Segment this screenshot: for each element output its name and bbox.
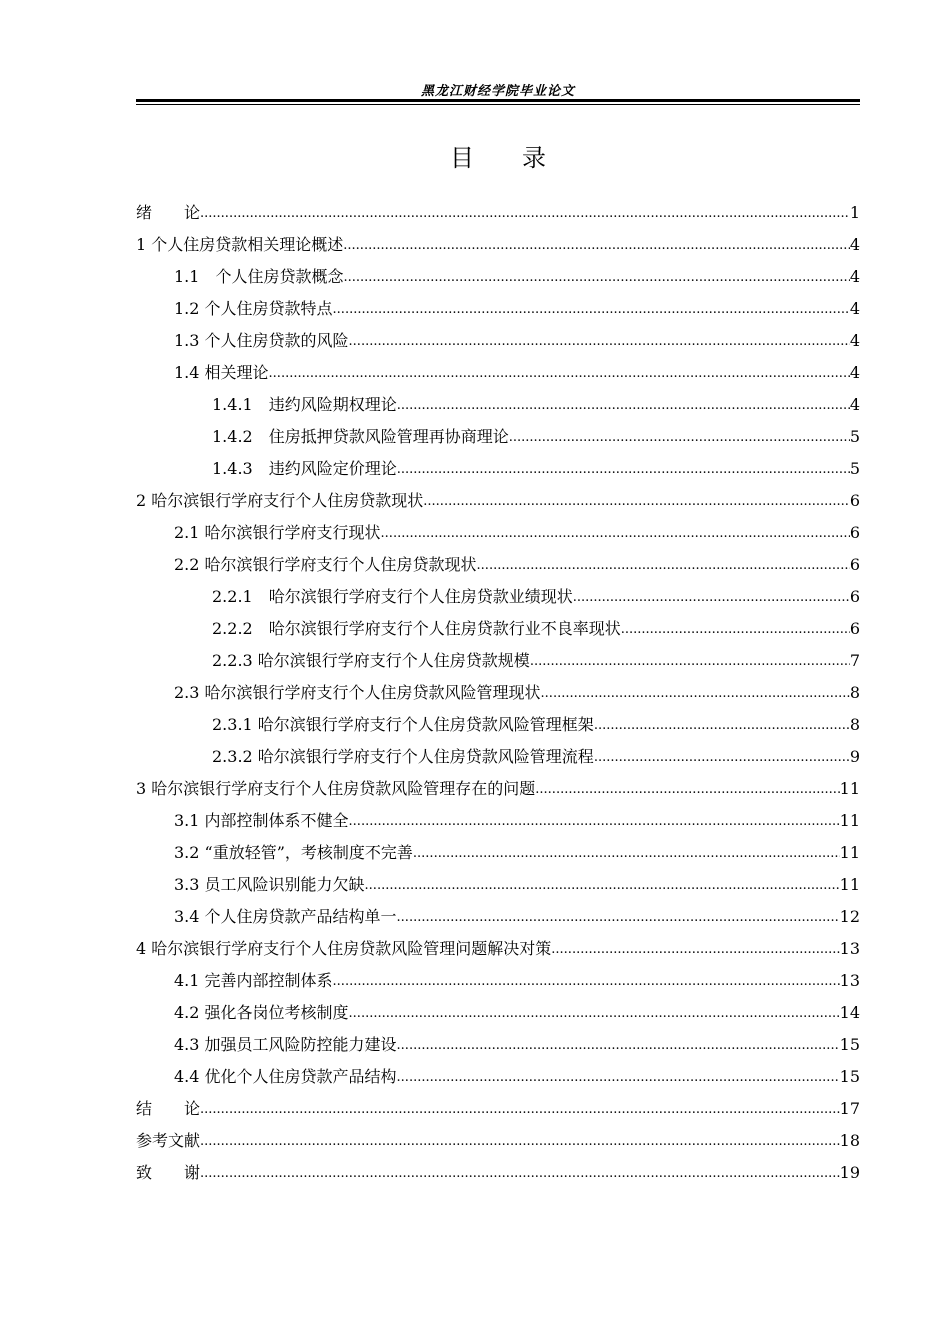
toc-entry[interactable]	[136, 479, 860, 511]
toc-entry[interactable]	[136, 255, 860, 287]
toc-dot-leader	[397, 397, 850, 415]
toc-dot-leader	[397, 461, 850, 479]
header-rule-thin	[136, 104, 860, 105]
toc-dot-leader	[594, 717, 850, 735]
toc-entry[interactable]	[136, 671, 860, 703]
toc-entry[interactable]	[136, 927, 860, 959]
toc-entry-page: 6	[849, 587, 860, 606]
toc-entry-page: 8	[849, 715, 860, 734]
toc-entry[interactable]	[136, 511, 860, 543]
toc-dot-leader	[365, 877, 840, 895]
toc-entry-page: 4	[849, 235, 860, 254]
toc-entry-page: 14	[839, 1003, 860, 1022]
toc-entry-page: 15	[839, 1035, 860, 1054]
toc-entry[interactable]	[136, 767, 860, 799]
toc-entry-text: 2.3 哈尔滨银行学府支行个人住房贷款风险管理现状	[174, 683, 541, 702]
toc-entry-text: 2.3.1 哈尔滨银行学府支行个人住房贷款风险管理框架	[212, 715, 594, 734]
toc-dot-leader	[551, 941, 839, 959]
toc-dot-leader	[477, 557, 850, 575]
toc-dot-leader	[349, 333, 850, 351]
toc-entry-text: 1.4.1 违约风险期权理论	[212, 395, 397, 414]
toc-entry[interactable]	[136, 831, 860, 863]
toc-entry-page: 19	[839, 1163, 860, 1182]
toc-entry-text: 参考文献	[136, 1131, 201, 1150]
toc-dot-leader	[269, 365, 850, 383]
toc-entry-page: 8	[849, 683, 860, 702]
toc-entry[interactable]	[136, 223, 860, 255]
toc-entry-text: 2.3.2 哈尔滨银行学府支行个人住房贷款风险管理流程	[212, 747, 594, 766]
toc-entry-text: 3 哈尔滨银行学府支行个人住房贷款风险管理存在的问题	[136, 779, 536, 798]
toc-entry[interactable]	[136, 1055, 860, 1087]
toc-entry-page: 6	[849, 491, 860, 510]
toc-entry-page: 4	[849, 267, 860, 286]
toc-entry[interactable]	[136, 1023, 860, 1055]
toc-dot-leader	[423, 493, 850, 511]
toc-entry-text: 1.1 个人住房贷款概念	[174, 267, 344, 286]
toc-entry-page: 4	[849, 331, 860, 350]
toc-entry[interactable]	[136, 607, 860, 639]
toc-dot-leader	[200, 1165, 840, 1183]
toc-entry-page: 5	[849, 427, 860, 446]
toc-title-part2: 录	[522, 144, 546, 172]
toc-entry-page: 13	[839, 939, 860, 958]
toc-entry-text: 2 哈尔滨银行学府支行个人住房贷款现状	[136, 491, 424, 510]
toc-dot-leader	[530, 653, 850, 671]
toc-entry[interactable]	[136, 287, 860, 319]
toc-entry[interactable]	[136, 799, 860, 831]
toc-dot-leader	[200, 1133, 840, 1151]
toc-entry[interactable]	[136, 991, 860, 1023]
toc-entry-text: 2.2 哈尔滨银行学府支行个人住房贷款现状	[174, 555, 477, 574]
toc-entry-text: 1 个人住房贷款相关理论概述	[136, 235, 344, 254]
toc-dot-leader	[349, 813, 840, 831]
toc-entry-page: 5	[849, 459, 860, 478]
toc-entry-text: 3.4 个人住房贷款产品结构单一	[174, 907, 397, 926]
toc-entry-page: 11	[839, 779, 860, 798]
toc-entry-text: 4.2 强化各岗位考核制度	[174, 1003, 349, 1022]
toc-dot-leader	[333, 973, 840, 991]
toc-dot-leader	[200, 205, 850, 223]
toc-dot-leader	[333, 301, 850, 319]
toc-entry[interactable]	[136, 415, 860, 447]
toc-entry-text: 1.2 个人住房贷款特点	[174, 299, 333, 318]
toc-entry[interactable]	[136, 959, 860, 991]
toc-entry[interactable]	[136, 319, 860, 351]
toc-dot-leader	[541, 685, 850, 703]
toc-dot-leader	[509, 429, 850, 447]
toc-entry[interactable]	[136, 1087, 860, 1119]
toc-entry-page: 9	[849, 747, 860, 766]
toc-dot-leader	[343, 269, 849, 287]
toc-entry-text: 3.2 “重放轻管”，考核制度不完善	[174, 843, 413, 862]
toc-entry-text: 2.2.2 哈尔滨银行学府支行个人住房贷款行业不良率现状	[212, 619, 621, 638]
toc-entry-text: 2.2.3 哈尔滨银行学府支行个人住房贷款规模	[212, 651, 530, 670]
toc-title-part1: 目	[450, 144, 474, 172]
toc-entry-page: 11	[839, 843, 860, 862]
toc-entry-text: 2.2.1 哈尔滨银行学府支行个人住房贷款业绩现状	[212, 587, 573, 606]
toc-entry-page: 4	[849, 395, 860, 414]
running-header-title: 黑龙江财经学院毕业论文	[420, 84, 575, 99]
toc-entry[interactable]	[136, 1151, 860, 1183]
toc-entry[interactable]	[136, 543, 860, 575]
toc-dot-leader	[535, 781, 839, 799]
toc-dot-leader	[621, 621, 850, 639]
toc-entry-page: 6	[849, 619, 860, 638]
toc-entry[interactable]	[136, 703, 860, 735]
toc-entry[interactable]	[136, 863, 860, 895]
toc-entry-page: 4	[849, 299, 860, 318]
toc-entry-text: 4 哈尔滨银行学府支行个人住房贷款风险管理问题解决对策	[136, 939, 552, 958]
toc-entry-page: 15	[839, 1067, 860, 1086]
toc-list	[136, 191, 860, 1183]
toc-dot-leader	[343, 237, 850, 255]
toc-entry-page: 6	[849, 523, 860, 542]
toc-entry-page: 13	[839, 971, 860, 990]
toc-entry[interactable]	[136, 1119, 860, 1151]
toc-entry-text: 致 谢	[136, 1163, 201, 1182]
toc-entry[interactable]	[136, 735, 860, 767]
toc-entry-page: 4	[849, 363, 860, 382]
toc-entry[interactable]	[136, 639, 860, 671]
toc-entry-page: 12	[839, 907, 860, 926]
toc-dot-leader	[397, 1069, 840, 1087]
toc-dot-leader	[397, 1037, 840, 1055]
toc-entry-text: 4.1 完善内部控制体系	[174, 971, 333, 990]
toc-dot-leader	[349, 1005, 840, 1023]
toc-dot-leader	[594, 749, 850, 767]
toc-entry-page: 18	[839, 1131, 860, 1150]
toc-dot-leader	[381, 525, 850, 543]
toc-entry-page: 7	[849, 651, 860, 670]
toc-entry-text: 1.3 个人住房贷款的风险	[174, 331, 349, 350]
toc-entry-text: 2.1 哈尔滨银行学府支行现状	[174, 523, 381, 542]
toc-entry-page: 17	[839, 1099, 860, 1118]
toc-dot-leader	[397, 909, 840, 927]
toc-entry[interactable]	[136, 575, 860, 607]
toc-title	[136, 138, 860, 173]
toc-dot-leader	[573, 589, 850, 607]
toc-entry[interactable]	[136, 383, 860, 415]
toc-entry-text: 1.4.2 住房抵押贷款风险管理再协商理论	[212, 427, 509, 446]
toc-entry-text: 4.4 优化个人住房贷款产品结构	[174, 1067, 397, 1086]
toc-entry[interactable]	[136, 895, 860, 927]
toc-dot-leader	[413, 845, 840, 863]
toc-entry-text: 3.1 内部控制体系不健全	[174, 811, 349, 830]
header-rule-thick	[136, 99, 860, 102]
toc-entry[interactable]	[136, 191, 860, 223]
toc-entry[interactable]	[136, 351, 860, 383]
toc-entry-text: 绪 论	[136, 203, 201, 222]
toc-entry-text: 4.3 加强员工风险防控能力建设	[174, 1035, 397, 1054]
toc-entry-text: 结 论	[136, 1099, 201, 1118]
toc-entry-page: 6	[849, 555, 860, 574]
toc-entry-text: 3.3 员工风险识别能力欠缺	[174, 875, 365, 894]
toc-entry-page: 11	[839, 875, 860, 894]
toc-dot-leader	[200, 1101, 840, 1119]
toc-entry[interactable]	[136, 447, 860, 479]
toc-entry-text: 1.4.3 违约风险定价理论	[212, 459, 397, 478]
toc-entry-page: 1	[849, 203, 860, 222]
toc-entry-text: 1.4 相关理论	[174, 363, 269, 382]
toc-entry-page: 11	[839, 811, 860, 830]
